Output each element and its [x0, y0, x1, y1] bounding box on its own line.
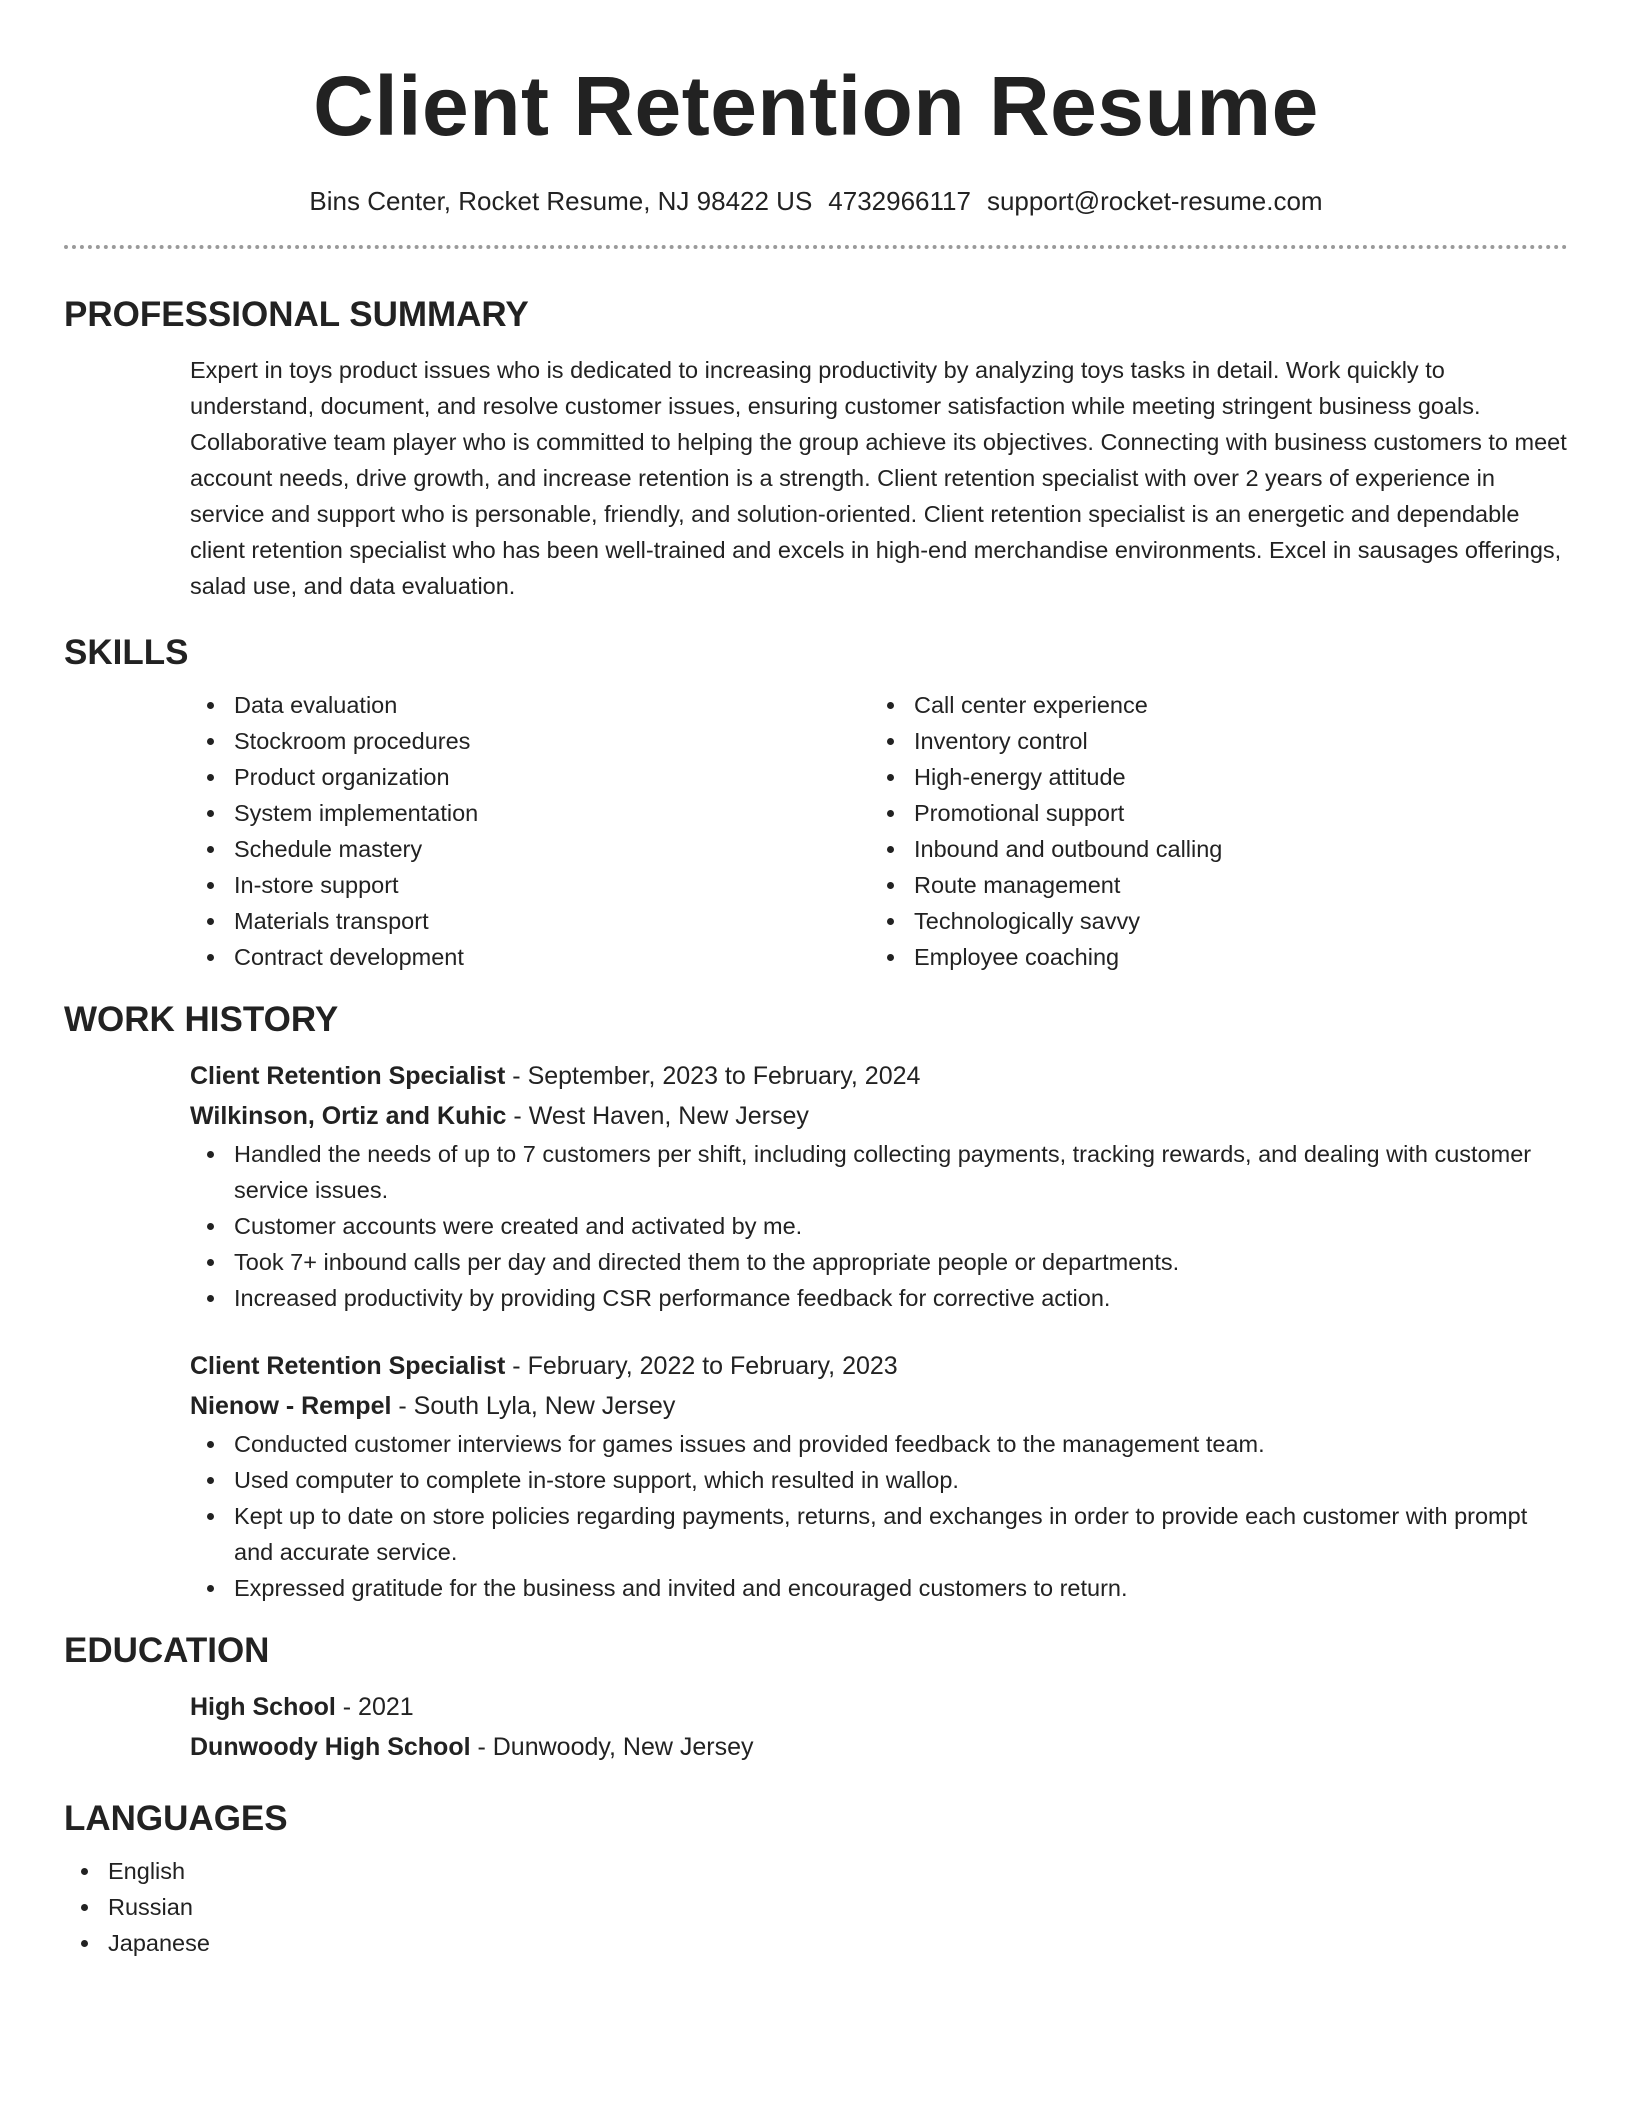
skills-list-right: [870, 687, 1550, 975]
skill-item: High-energy attitude: [870, 759, 1550, 795]
job-title-line: [190, 1346, 1568, 1386]
skill-item: Route management: [870, 867, 1550, 903]
languages-section: [64, 1797, 1568, 1961]
job-bullet: Increased productivity by providing CSR performance feedback for corrective action.: [190, 1280, 1568, 1316]
job-bullet: Handled the needs of up to 7 customers per shift, including collecting payments, tracking rewards, and dealing with customer service issues.: [190, 1136, 1568, 1208]
summary-text: Expert in toys product issues who is dedicated to increasing productivity by analyzing toys tasks in detail. Work quickly to understand, document, and resolve customer issues, ensuring customer satisfaction while meeting stringent business goals. Collaborative team player who is committed to helping the group achieve its objectives. Connecting with business customers to meet account needs, drive growth, and increase retention is a strength. Client retention specialist with over 2 years of experience in service and support who is personable, friendly, and solution-oriented. Client retention specialist is an energetic and dependable client retention specialist who has been well-trained and excels in high-end merchandise environments. Excel in sausages offerings, salad use, and data evaluation.: [190, 357, 1567, 599]
skill-item: Product organization: [190, 759, 870, 795]
section-title-work: WORK HISTORY: [64, 1000, 339, 1039]
language-item: Japanese: [64, 1925, 1568, 1961]
job-bullet: Kept up to date on store policies regarding payments, returns, and exchanges in order to provide each customer with prompt and accurate service.: [190, 1498, 1568, 1570]
language-item: Russian: [64, 1889, 1568, 1925]
skill-item: Contract development: [190, 939, 870, 975]
skill-item: In-store support: [190, 867, 870, 903]
job-bullet: Expressed gratitude for the business and invited and encouraged customers to return.: [190, 1570, 1568, 1606]
education-school: Dunwoody High School: [190, 1733, 471, 1761]
skill-item: Inventory control: [870, 723, 1550, 759]
contact-phone: 4732966117: [828, 186, 971, 216]
job-company-line: [190, 1386, 1568, 1426]
skills-grid: [190, 687, 1568, 975]
education-degree-line: [190, 1687, 1568, 1727]
job-bullet: Used computer to complete in-store support, which resulted in wallop.: [190, 1462, 1568, 1498]
languages-list: [64, 1853, 1568, 1961]
job-title-line: [190, 1056, 1568, 1096]
contact-address: Bins Center, Rocket Resume, NJ 98422 US: [309, 186, 813, 216]
section-title-summary: PROFESSIONAL SUMMARY: [64, 295, 529, 334]
education-degree: High School: [190, 1693, 336, 1721]
skill-item: System implementation: [190, 795, 870, 831]
summary-section: [64, 293, 1568, 604]
job-entry: [190, 1056, 1568, 1316]
skill-item: Data evaluation: [190, 687, 870, 723]
job-dates: - September, 2023 to February, 2024: [512, 1062, 921, 1090]
education-location: - Dunwoody, New Jersey: [477, 1733, 754, 1761]
section-title-languages: LANGUAGES: [64, 1799, 288, 1838]
job-bullets: [190, 1426, 1568, 1606]
education-school-line: [190, 1727, 1568, 1767]
skills-list-left: [190, 687, 870, 975]
job-entry: [190, 1346, 1568, 1606]
education-year: - 2021: [342, 1693, 414, 1721]
job-dates: - February, 2022 to February, 2023: [512, 1352, 898, 1380]
job-bullet: Customer accounts were created and activated by me.: [190, 1208, 1568, 1244]
resume-title: Client Retention Resume: [313, 59, 1319, 153]
header-divider: [64, 245, 1568, 249]
job-company: Wilkinson, Ortiz and Kuhic: [190, 1102, 507, 1130]
skills-section: [64, 631, 1568, 975]
job-title: Client Retention Specialist: [190, 1062, 506, 1090]
contact-email: support@rocket-resume.com: [986, 186, 1323, 216]
language-item: English: [64, 1853, 1568, 1889]
skill-item: Inbound and outbound calling: [870, 831, 1550, 867]
skill-item: Technologically savvy: [870, 903, 1550, 939]
section-title-education: EDUCATION: [64, 1631, 270, 1670]
job-title: Client Retention Specialist: [190, 1352, 506, 1380]
job-bullet: Conducted customer interviews for games issues and provided feedback to the management team.: [190, 1426, 1568, 1462]
job-company-line: [190, 1096, 1568, 1136]
skill-item: Call center experience: [870, 687, 1550, 723]
skill-item: Promotional support: [870, 795, 1550, 831]
skill-item: Materials transport: [190, 903, 870, 939]
section-title-skills: SKILLS: [64, 633, 189, 672]
job-location: - West Haven, New Jersey: [513, 1102, 809, 1130]
skill-item: Employee coaching: [870, 939, 1550, 975]
job-bullet: Took 7+ inbound calls per day and directed them to the appropriate people or departments.: [190, 1244, 1568, 1280]
education-section: [64, 1629, 1568, 1767]
contact-line: [64, 184, 1568, 218]
skill-item: Stockroom procedures: [190, 723, 870, 759]
job-company: Nienow - Rempel: [190, 1392, 392, 1420]
job-bullets: [190, 1136, 1568, 1316]
job-location: - South Lyla, New Jersey: [398, 1392, 676, 1420]
work-section: [64, 998, 1568, 1606]
education-entry: [190, 1687, 1568, 1767]
skill-item: Schedule mastery: [190, 831, 870, 867]
